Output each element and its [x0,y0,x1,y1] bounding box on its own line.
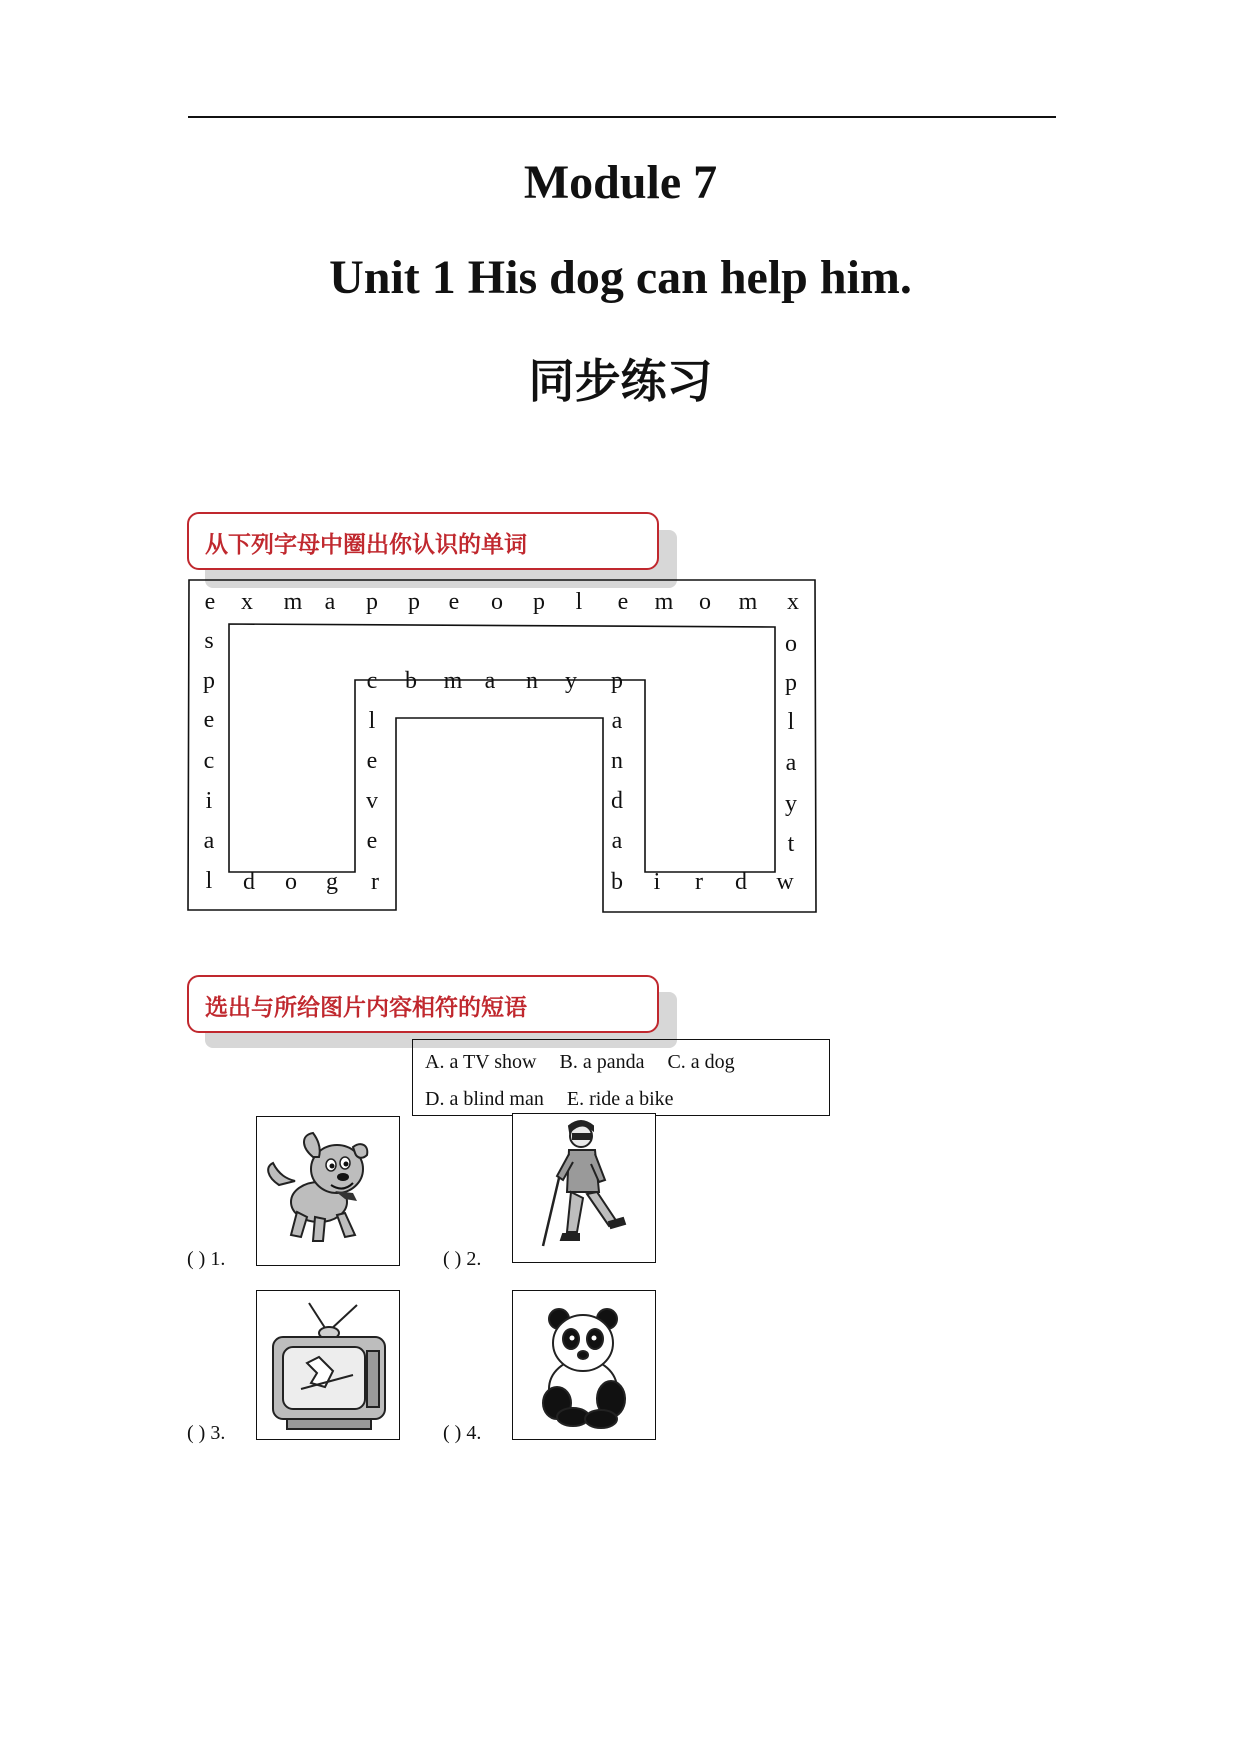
section1-heading: 从下列字母中圈出你认识的单词 [205,532,527,558]
letter-left-6: l [205,868,213,894]
section1-banner [187,512,659,570]
blind-man-picture [512,1113,656,1263]
option-c: C. a dog [667,1051,735,1073]
blind-man-icon [513,1114,654,1261]
letter-inner-left-2: v [366,788,378,814]
letter-top-9: l [575,589,583,615]
letter-bottom-right-2: d [735,869,747,895]
letter-top-12: o [699,589,711,615]
letter-inner-top-3: a [484,668,496,694]
letter-inner-right-1: n [611,748,623,774]
option-b: B. a panda [559,1051,645,1073]
letter-bottom-right-0: i [653,869,661,895]
letter-inner-left-0: l [368,708,376,734]
letter-bottom-right-3: w [776,869,794,895]
letter-bottom-left-1: o [285,869,297,895]
option-d: D. a blind man [425,1088,544,1110]
letter-left-4: i [205,788,213,814]
letter-left-2: e [203,707,215,733]
puzzle-inner-border [229,624,775,872]
question-2-label: ( ) 2. [443,1248,482,1270]
letter-top-2: m [283,589,303,615]
letter-top-6: e [448,589,460,615]
letter-top-4: p [366,589,378,615]
letter-inner-right-0: a [611,708,623,734]
question-4-label: ( ) 4. [443,1422,482,1444]
letter-inner-left-3: e [366,828,378,854]
question-3-label: ( ) 3. [187,1422,226,1444]
word-search-puzzle [185,575,825,920]
letter-inner-top-0: c [366,668,378,694]
letter-top-14: x [787,589,799,615]
letter-inner-right-2: d [611,788,623,814]
letter-top-7: o [491,589,503,615]
letter-left-0: s [204,628,214,654]
option-e: E. ride a bike [566,1088,674,1110]
letter-right-4: y [785,791,797,817]
letter-inner-right-3: a [611,828,623,854]
tv-picture [256,1290,400,1440]
letter-top-0: e [204,589,216,615]
letter-inner-right-4: b [611,869,623,895]
letter-bottom-left-2: g [326,869,338,895]
tv-icon [257,1291,398,1438]
unit-title: Unit 1 His dog can help him. [329,251,912,304]
letter-bottom-left-0: d [243,869,255,895]
letter-inner-top-2: m [443,668,463,694]
letter-top-3: a [324,589,336,615]
letter-inner-top-5: y [565,668,577,694]
panda-picture [512,1290,656,1440]
letter-left-5: a [203,828,215,854]
dog-icon [257,1117,398,1264]
top-rule [188,116,1056,118]
question-1-label: ( ) 1. [187,1248,226,1270]
letter-bottom-left-3: r [371,869,379,895]
letter-inner-top-6: p [611,668,623,694]
panda-icon [513,1291,654,1438]
letter-right-2: l [787,709,795,735]
letter-top-5: p [408,589,420,615]
options-box [412,1039,830,1116]
letter-right-3: a [785,750,797,776]
letter-top-13: m [738,589,758,615]
letter-left-1: p [203,668,215,694]
dog-picture [256,1116,400,1266]
option-a: A. a TV show [425,1051,537,1073]
puzzle-outer-border [188,580,816,912]
section2-banner [187,975,659,1033]
letter-top-1: x [241,589,253,615]
worksheet-subtitle: 同步练习 [528,354,713,408]
letter-inner-top-4: n [526,668,538,694]
letter-right-5: t [787,831,795,857]
letter-right-0: o [785,631,797,657]
letter-right-1: p [785,670,797,696]
letter-bottom-right-1: r [695,869,703,895]
module-title: Module 7 [523,156,718,209]
letter-left-3: c [203,748,215,774]
letter-top-8: p [533,589,545,615]
section2-heading: 选出与所给图片内容相符的短语 [205,995,527,1021]
letter-inner-top-1: b [405,668,417,694]
options-line-1 [425,1044,829,1081]
letter-top-10: e [617,589,629,615]
letter-inner-left-1: e [366,748,378,774]
letter-top-11: m [654,589,674,615]
